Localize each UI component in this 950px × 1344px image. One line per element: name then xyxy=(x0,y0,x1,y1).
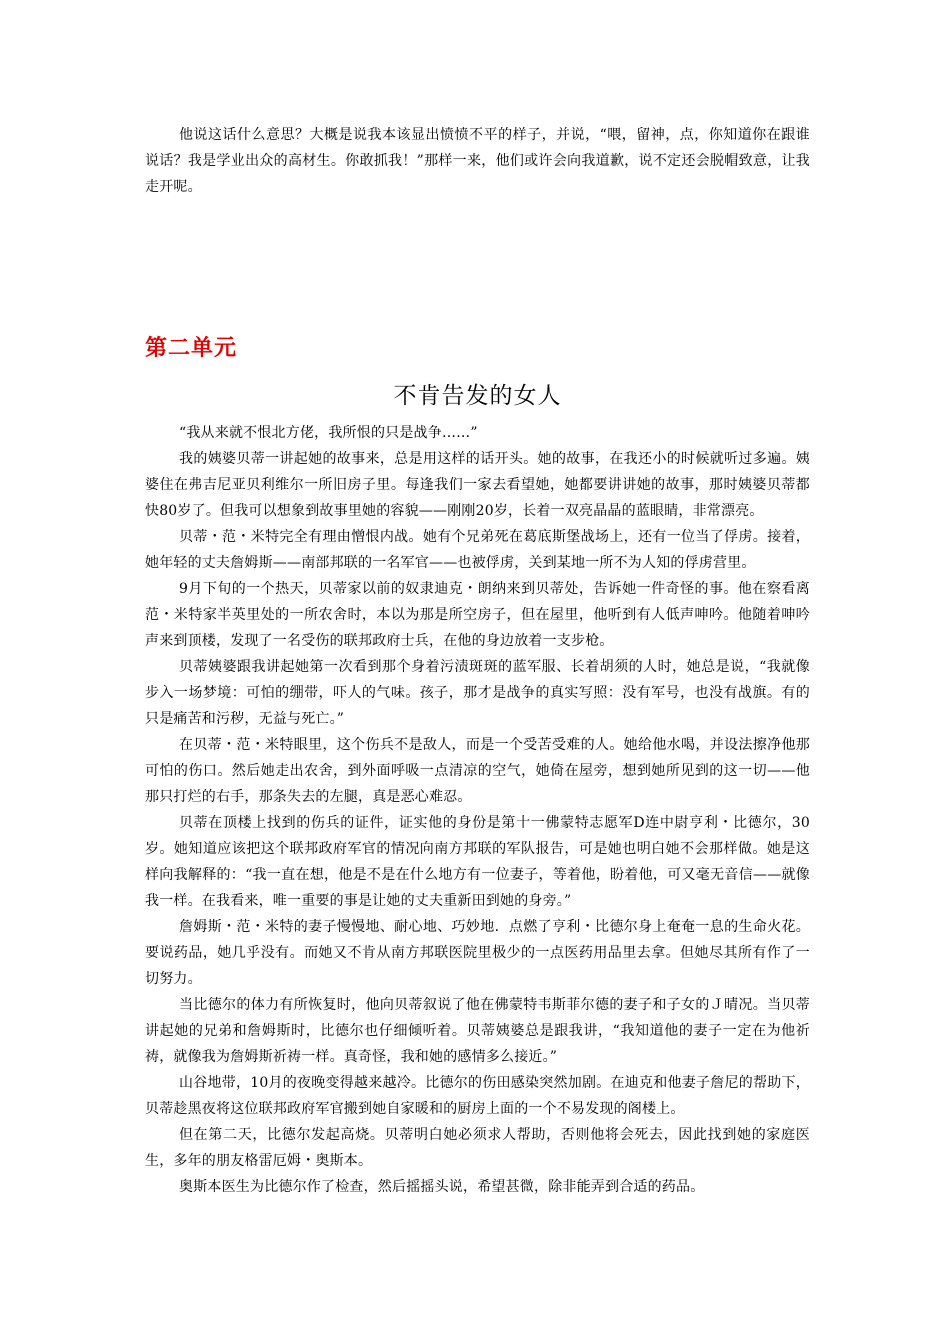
story-paragraph: 贝蒂姨婆跟我讲起她第一次看到那个身着污渍斑斑的蓝军服、长着胡须的人时，她总是说，“我就像步入一场梦境：可怕的绷带，吓人的气味。孩子，那才是战争的真实写照：没有军号，也没有战旗。有的只是痛苦和污秽，无益与死亡。” xyxy=(145,659,810,727)
story-paragraph: 9月下旬的一个热天，贝蒂家以前的奴隶迪克・朗纳来到贝蒂处，告诉她一件奇怪的事。他在察看离范・米特家半英里处的一所农舍时，本以为那是所空房子，但在屋里，他听到有人低声呻吟。他随着呻吟声来到顶楼，发现了一名受伤的联邦政府士兵，在他的身边放着一支步枪。 xyxy=(145,581,810,649)
story-title: 不肯告发的女人 xyxy=(393,383,562,409)
intro-paragraph: 他说这话什么意思？大概是说我本该显出愤愤不平的样子，并说，“喂，留神，点，你知道你在跟谁说话？我是学业出众的高材生。你敢抓我！”那样一来，他们或许会向我道歉，说不定还会脱帽致意，让我走开呢。 xyxy=(145,127,810,195)
intro-section xyxy=(145,122,810,200)
story-paragraph: 山谷地带，10月的夜晚变得越来越冷。比德尔的伤田感染突然加剧。在迪克和他妻子詹尼的帮助下，贝蒂趁黑夜将这位联邦政府军官搬到她自家暖和的厨房上面的一个不易发现的阁楼上。 xyxy=(145,1075,810,1117)
story-paragraph: 贝蒂・范・米特完全有理由憎恨内战。她有个兄弟死在葛底斯堡战场上，还有一位当了俘虏。接着，她年轻的丈夫詹姆斯——南部邦联的一名军官——也被俘虏，关到某地一所不为人知的俘虏营里。 xyxy=(145,529,810,571)
story-paragraph: 贝蒂在顶楼上找到的伤兵的证件，证实他的身份是第十一佛蒙特志愿军D连中尉亨利・比德尔，30岁。她知道应该把这个联邦政府军官的情况向南方邦联的军队报告，可是她也明白她不会那样做。她是这样向我解释的：“我一直在想，他是不是在什么地方有一位妻子，等着他，盼着他，可又毫无音信——就像我一样。在我看来，唯一重要的事是让她的丈夫重新田到她的身旁。” xyxy=(145,815,810,909)
story-paragraph: 但在第二天，比德尔发起高烧。贝蒂明白她必须求人帮助，否则他将会死去，因此找到她的家庭医生，多年的朋友格雷厄姆・奥斯本。 xyxy=(145,1127,810,1169)
story-paragraph: 詹姆斯・范・米特的妻子慢慢地、耐心地、巧妙地．点燃了亨利・比德尔身上奄奄一息的生命火花。要说药品，她几乎没有。而她又不肯从南方邦联医院里极少的一点医药用品里去拿。但她尽其所有作了一切努力。 xyxy=(145,919,810,987)
story-paragraph: 当比德尔的体力有所恢复时，他向贝蒂叙说了他在佛蒙特韦斯菲尔德的妻子和子女的Ｊ晴况。当贝蒂讲起她的兄弟和詹姆斯时，比德尔也仔细倾听着。贝蒂姨婆总是跟我讲，“我知道他的妻子一定在为他祈祷，就像我为詹姆斯祈祷一样。真奇怪，我和她的感情多么接近。” xyxy=(145,997,810,1065)
story-paragraph: 我的姨婆贝蒂一讲起她的故事来，总是用这样的话开头。她的故事，在我还小的时候就听过多遍。姨婆住在弗吉尼亚贝利维尔一所旧房子里。每逢我们一家去看望她，她都要讲讲她的故事，那时姨婆贝蒂都快80岁了。但我可以想象到故事里她的容貌——刚刚20岁，长着一双亮晶晶的蓝眼睛，非常漂亮。 xyxy=(145,451,810,519)
story-paragraph: 在贝蒂・范・米特眼里，这个伤兵不是敌人，而是一个受苦受难的人。她给他水喝，并设法擦净他那可怕的伤口。然后她走出农舍，到外面呼吸一点清凉的空气，她倚在屋旁，想到她所见到的这一切——他那只打烂的右手，那条失去的左腿，真是恶心难忍。 xyxy=(145,737,810,805)
story-paragraph: “我从来就不恨北方佬，我所恨的只是战争……” xyxy=(179,425,478,441)
story-body xyxy=(145,420,810,1200)
section-heading: 第二单元 xyxy=(145,336,238,361)
story-paragraph: 奥斯本医生为比德尔作了检查，然后摇摇头说，希望甚微，除非能弄到合适的药品。 xyxy=(179,1179,705,1195)
